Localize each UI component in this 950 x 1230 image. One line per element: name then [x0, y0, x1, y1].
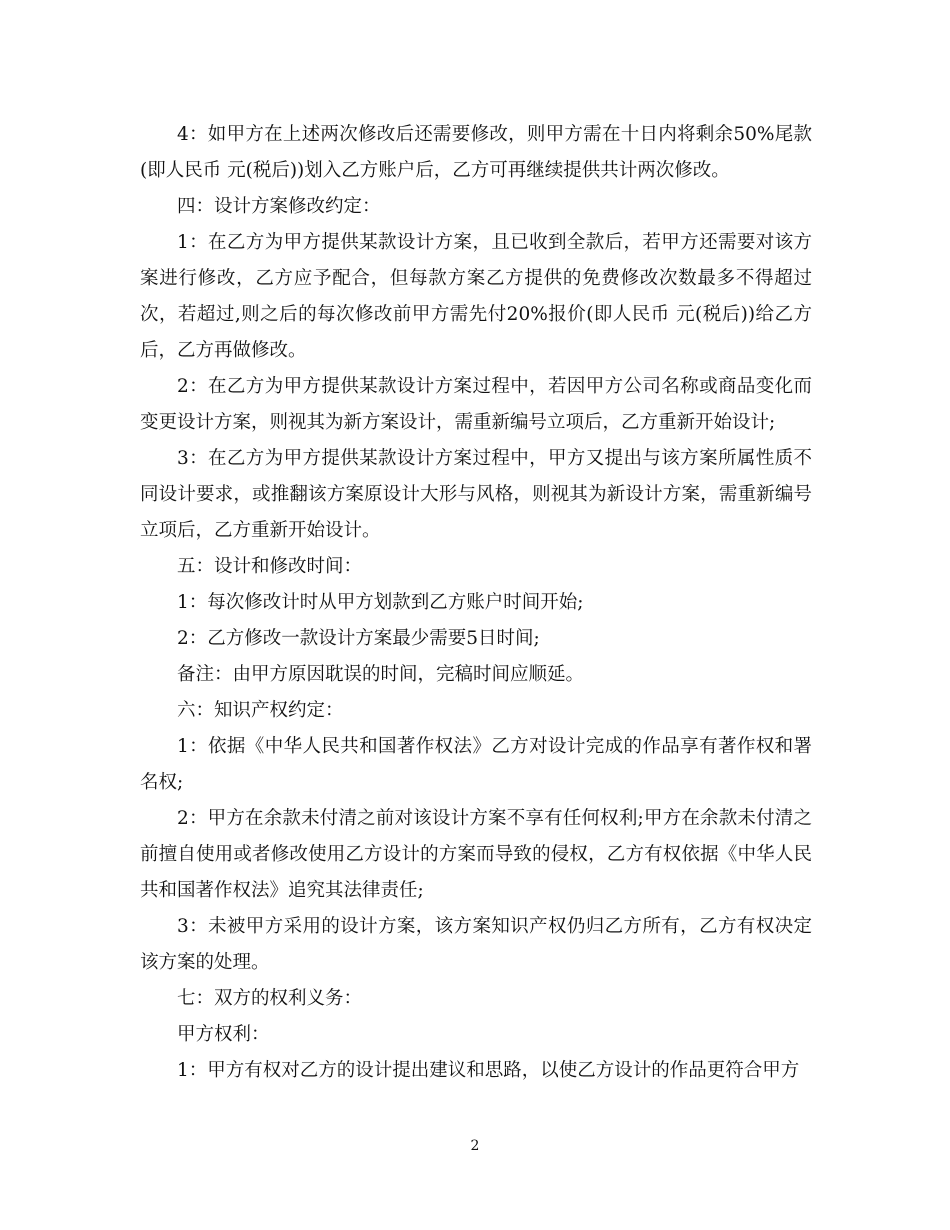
paragraph: 1：在乙方为甲方提供某款设计方案，且已收到全款后，若甲方还需要对该方案进行修改，乙方应予配合，但每款方案乙方提供的免费修改次数最多不得超过次，若超过,则之后的每次修改前甲方需先付20%报价(即人民币 元(税后))给乙方后，乙方再做修改。 — [140, 232, 812, 361]
paragraph: 4：如甲方在上述两次修改后还需要修改，则甲方需在十日内将剩余50%尾款(即人民币 元(税后))划入乙方账户后，乙方可再继续提供共计两次修改。 — [140, 124, 812, 181]
sub-heading: 甲方权利： — [177, 1024, 270, 1045]
paragraph: 1：甲方有权对乙方的设计提出建议和思路，以使乙方设计的作品更符合甲方 — [177, 1060, 800, 1081]
page-number: 2 — [470, 1138, 480, 1154]
paragraph: 1：每次修改计时从甲方划款到乙方账户时间开始; — [177, 592, 584, 613]
note-paragraph: 备注：由甲方原因耽误的时间，完稿时间应顺延。 — [177, 664, 585, 685]
section-heading: 六：知识产权约定： — [177, 700, 344, 721]
paragraph: 2：乙方修改一款设计方案最少需要5日时间; — [177, 628, 540, 649]
paragraph: 3：未被甲方采用的设计方案，该方案知识产权仍归乙方所有，乙方有权决定该方案的处理。 — [140, 916, 812, 973]
section-heading: 四：设计方案修改约定： — [177, 196, 381, 217]
section-heading: 五：设计和修改时间： — [177, 556, 363, 577]
paragraph: 3：在乙方为甲方提供某款设计方案过程中，甲方又提出与该方案所属性质不同设计要求，或推翻该方案原设计大形与风格，则视其为新设计方案，需重新编号立项后，乙方重新开始设计。 — [140, 448, 812, 541]
section-heading: 七：双方的权利义务： — [177, 988, 363, 1009]
paragraph: 1：依据《中华人民共和国著作权法》乙方对设计完成的作品享有著作权和署名权; — [140, 736, 812, 793]
paragraph: 2：甲方在余款未付清之前对该设计方案不享有任何权利;甲方在余款未付清之前擅自使用或者修改使用乙方设计的方案而导致的侵权，乙方有权依据《中华人民共和国著作权法》追究其法律责任; — [140, 808, 812, 901]
document-body — [140, 117, 812, 1089]
paragraph: 2：在乙方为甲方提供某款设计方案过程中，若因甲方公司名称或商品变化而变更设计方案，则视其为新方案设计，需重新编号立项后，乙方重新开始设计; — [140, 376, 812, 433]
